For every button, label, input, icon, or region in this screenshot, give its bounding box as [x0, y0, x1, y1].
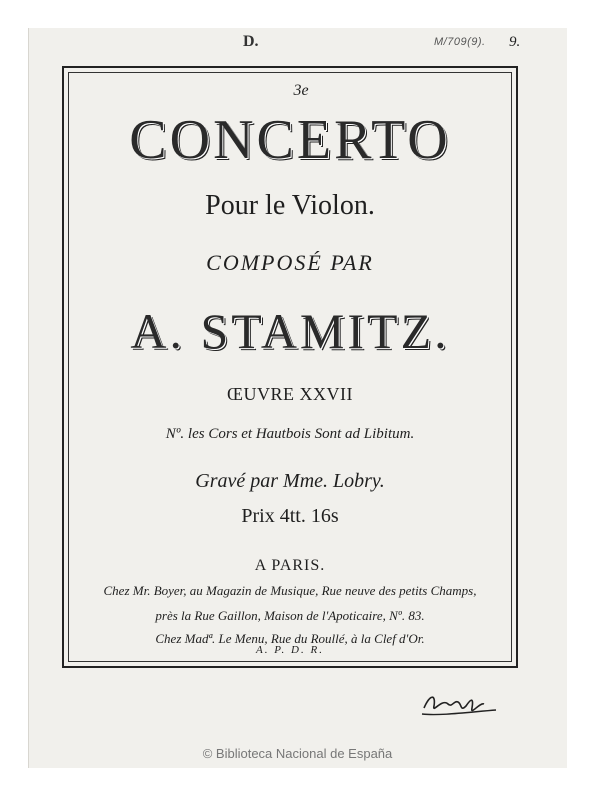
page-title: CONCERTO: [129, 109, 451, 171]
subtitle: Pour le Violon.: [205, 190, 375, 221]
price: Prix 4tt. 16s: [241, 505, 339, 527]
library-mark: D.: [243, 33, 259, 50]
publisher-address-3: Chez Madª. Le Menu, Rue du Roullé, à la Clef d'Or.: [155, 631, 425, 646]
shelfmark: M/709(9).: [434, 36, 486, 48]
royal-privilege: A. P. D. R.: [256, 644, 324, 656]
compose-line: COMPOSÉ PAR: [206, 250, 374, 275]
opus-number: ŒUVRE XXVII: [227, 384, 353, 404]
concerto-number: 3e: [293, 82, 309, 99]
publisher-city: A PARIS.: [254, 557, 326, 574]
library-credit: © Biblioteca Nacional de España: [202, 746, 393, 761]
handwritten-signature: [420, 686, 500, 720]
publisher-address-2: près la Rue Gaillon, Maison de l'Apoticaire, Nº. 83.: [155, 608, 425, 623]
composer-name: A. STAMITZ.: [130, 303, 450, 359]
engraver-credit: Gravé par Mme. Lobry.: [195, 470, 385, 492]
instrumentation-note: Nº. les Cors et Hautbois Sont ad Libitum.: [165, 426, 415, 442]
volume-number: 9.: [509, 34, 521, 50]
publisher-address-1: Chez Mr. Boyer, au Magazin de Musique, Rue neuve des petits Champs,: [103, 583, 477, 598]
